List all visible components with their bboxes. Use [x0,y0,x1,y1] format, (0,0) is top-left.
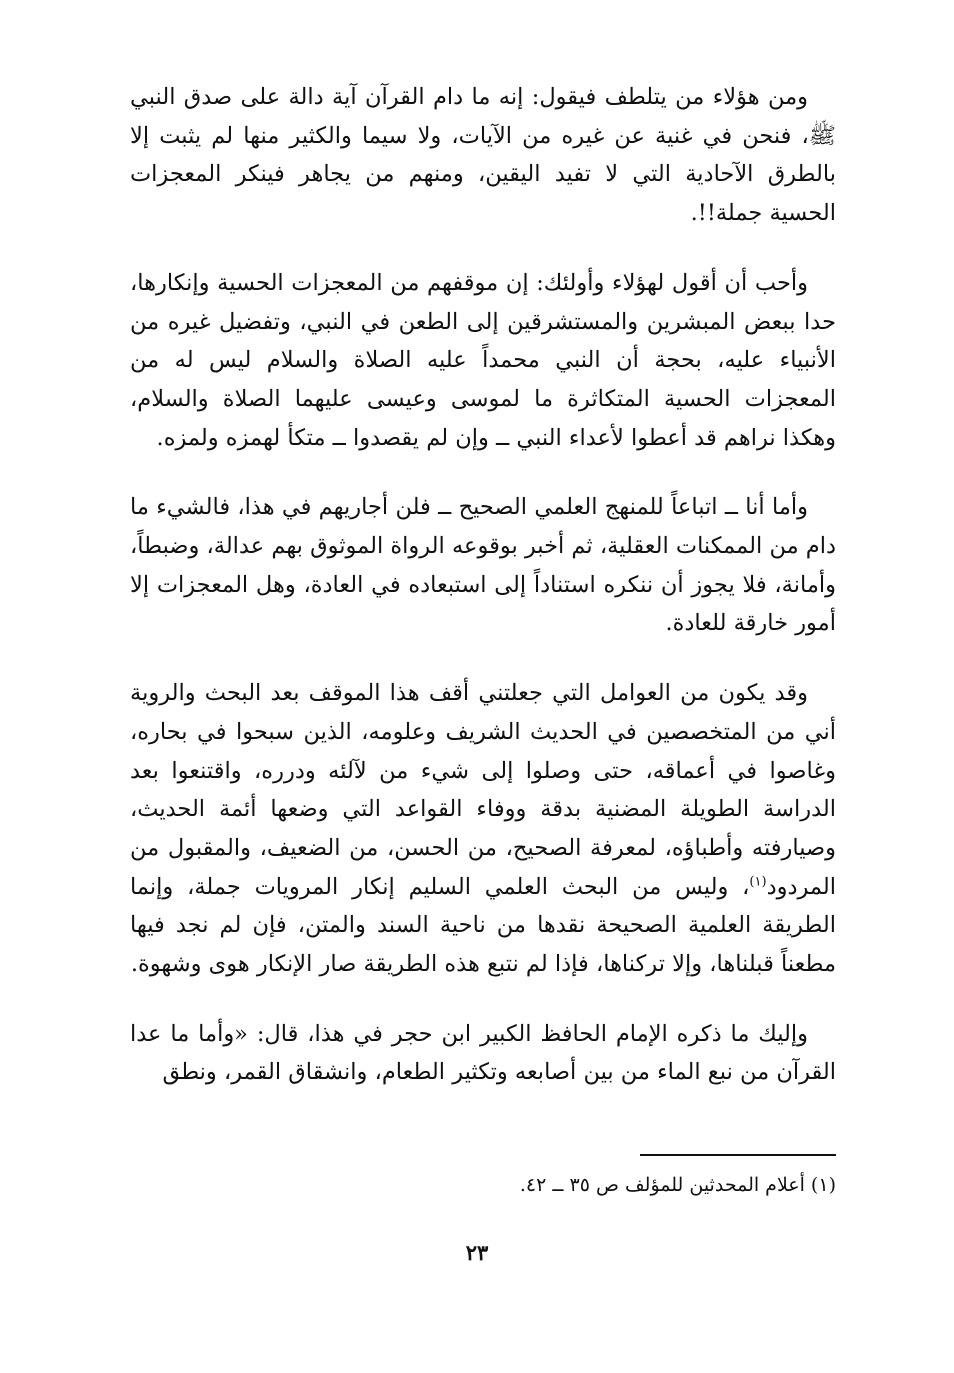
footnote-reference[interactable]: (١) [749,874,767,890]
paragraph-2: وأحب أن أقول لهؤلاء وأولئك: إن موقفهم من المعجزات الحسية وإنكارها، حدا ببعض المبشرين والمستشرقين إلى الطعن في النبي، وتفضيل غيره من الأنبياء عليه، بحجة أن النبي محمداً عليه الصلاة والسلام ليس له من المعجزات الحسية المتكاثرة ما لموسى وعيسى عليهما الصلاة والسلام، وهكذا نراهم قد أعطوا لأعداء النبي ــ وإن لم يقصدوا ــ متكأ لهمزه ولمزه. [130,269,836,451]
footnote-divider [640,1154,836,1156]
footnote: (١) أعلام المحدثين للمؤلف ص ٣٥ ــ ٤٢. [519,1174,836,1196]
paragraph-5: وإليك ما ذكره الإمام الحافظ الكبير ابن حجر في هذا، قال: «وأما ما عدا القرآن من نبع الماء من بين أصابعه وتكثير الطعام، وانشقاق القمر، ونطق [130,1020,836,1086]
paragraph-4-text-after-ref: ، وليس من البحث العلمي السليم إنكار المرويات جملة، وإنما الطريقة العلمية الصحيحة نقدها من ناحية السند والمتن، فإن لم نجد فيها مطعناً قبلناها، وإلا تركناها، فإذا لم نتبع هذه الطريقة صار الإنكار هوى وشهوة. [130,873,836,978]
paragraph-3: وأما أنا ــ اتباعاً للمنهج العلمي الصحيح ــ فلن أجاريهم في هذا، فالشيء ما دام من الممكنات العقلية، ثم أخبر بوقوعه الرواة الموثوق بهم عدالة، وضبطاً، وأمانة، فلا يجوز أن ننكره استناداً إلى استبعاده في العادة، وهل المعجزات إلا أمور خارقة للعادة. [130,494,836,637]
paragraph-4 [130,674,836,984]
page-number: ٢٣ [465,1240,489,1265]
main-text [130,78,836,1092]
paragraph-1: ومن هؤلاء من يتلطف فيقول: إنه ما دام القرآن آية دالة على صدق النبي ﷺ، فنحن في غنية عن غيره من الآيات، ولا سيما والكثير منها لم يثبت إلا بالطرق الآحادية التي لا تفيد اليقين، ومنهم من يجاهر فينكر المعجزات الحسية جملة!!. [130,84,836,227]
paragraph-4-text-before-ref: وقد يكون من العوامل التي جعلتني أقف هذا الموقف بعد البحث والروية أني من المتخصصين في الحديث الشريف وعلومه، الذين سبحوا في بحاره، وغاصوا في أعماقه، حتى وصلوا إلى شيء من لآلئه ودرره، واقتنعوا بعد الدراسة الطويلة المضنية بدقة ووفاء القواعد التي وضعها أئمة الحديث، وصيارفته وأطباؤه، لمعرفة الصحيح، من الحسن، من الضعيف، والمقبول من المردود [130,680,836,900]
